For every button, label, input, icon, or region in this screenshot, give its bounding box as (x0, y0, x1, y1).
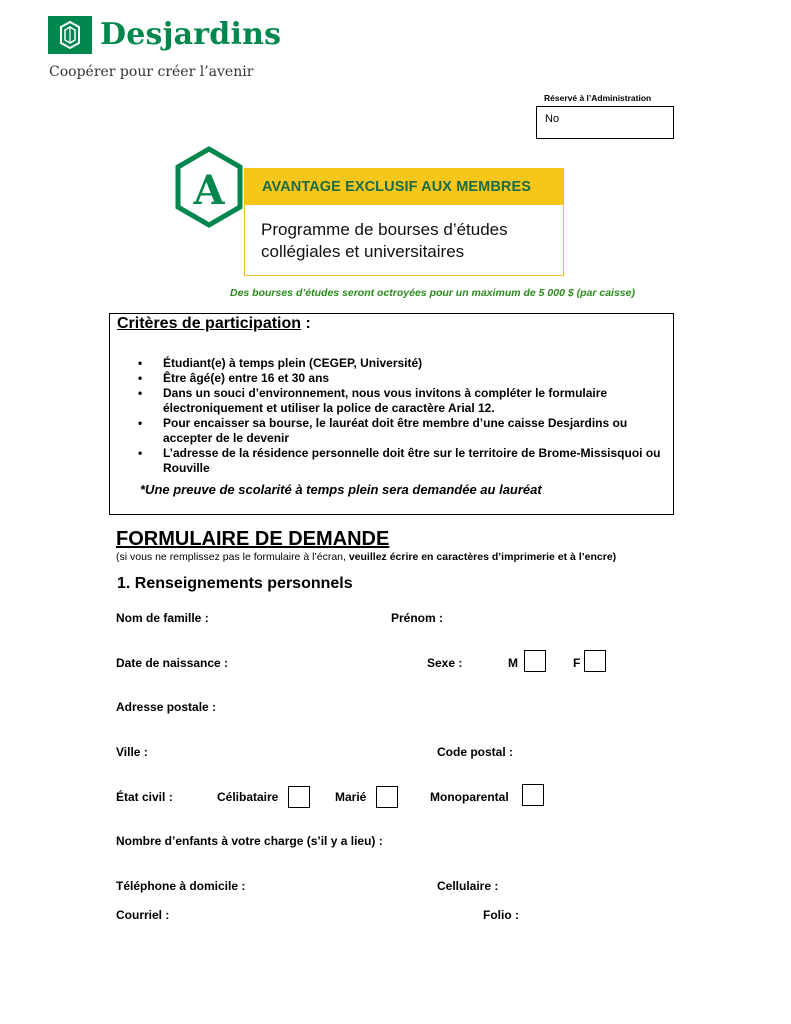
email-label: Courriel : (116, 908, 170, 922)
single-parent-checkbox[interactable] (522, 784, 544, 806)
civil-status-label: État civil : (116, 790, 173, 804)
folio-label: Folio : (483, 908, 519, 922)
brand-tagline: Coopérer pour créer l’avenir (49, 64, 254, 80)
badge-letter: A (193, 167, 225, 214)
criteria-note: *Une preuve de scolarité à temps plein sera demandée au lauréat (140, 482, 542, 497)
admin-label: Réservé à l’Administration (544, 93, 652, 103)
first-name-label: Prénom : (391, 611, 444, 625)
address-label: Adresse postale : (116, 700, 217, 714)
desjardins-hexagon-icon (48, 16, 92, 54)
banner-subtitle-line1: Programme de bourses d’études (261, 220, 508, 239)
form-title: FORMULAIRE DE DEMANDE (116, 528, 390, 550)
sex-m-label: M (508, 656, 518, 670)
criteria-title-text: Critères de participation (117, 315, 302, 332)
cell-phone-label: Cellulaire : (437, 879, 499, 893)
sex-label: Sexe : (427, 656, 463, 670)
sex-f-label: F (573, 656, 581, 670)
city-label: Ville : (116, 745, 148, 759)
admin-no-label: No (545, 113, 560, 125)
birth-date-label: Date de naissance : (116, 656, 229, 670)
criteria-title-colon: : (301, 315, 311, 332)
single-checkbox[interactable] (288, 786, 310, 808)
banner-subtitle-line2: collégiales et universitaires (261, 242, 465, 261)
criteria-item: • Dans un souci d’environnement, nous vous invitons à compléter le formulaire électroniquement et utiliser la police de caractère Arial 12. (138, 386, 668, 416)
married-checkbox[interactable] (376, 786, 398, 808)
criteria-item: • L’adresse de la résidence personnelle doit être sur le territoire de Brome-Missisquoi ou Rouville (138, 446, 668, 476)
criteria-list (138, 356, 668, 476)
form-instructions-plain: (si vous ne remplissez pas le formulaire à l’écran, (116, 551, 349, 563)
program-banner (244, 168, 564, 276)
brand-name: Desjardins (100, 17, 282, 52)
form-instructions (116, 551, 616, 563)
form-instructions-bold: veuillez écrire en caractères d’imprimerie et à l’encre) (348, 551, 617, 563)
criteria-title (117, 315, 311, 333)
banner-title: AVANTAGE EXCLUSIF AUX MEMBRES (262, 179, 532, 195)
banner-header (245, 169, 563, 205)
home-phone-label: Téléphone à domicile : (116, 879, 246, 893)
criteria-item: • Être âgé(e) entre 16 et 30 ans (138, 371, 668, 386)
single-label: Célibataire (217, 790, 279, 804)
max-amount-note: Des bourses d’études seront octroyées pour un maximum de 5 000 $ (par caisse) (230, 287, 635, 299)
criteria-item: • Étudiant(e) à temps plein (CEGEP, Université) (138, 356, 668, 371)
children-label: Nombre d’enfants à votre charge (s’il y a lieu) : (116, 834, 383, 848)
last-name-label: Nom de famille : (116, 611, 209, 625)
postal-code-label: Code postal : (437, 745, 514, 759)
criteria-item: • Pour encaisser sa bourse, le lauréat doit être membre d’une caisse Desjardins ou accepter de le devenir (138, 416, 668, 446)
married-label: Marié (335, 790, 367, 804)
section-personal-info: 1. Renseignements personnels (117, 575, 353, 592)
sex-f-checkbox[interactable] (584, 650, 606, 672)
avantage-badge-icon (174, 146, 244, 233)
sex-m-checkbox[interactable] (524, 650, 546, 672)
single-parent-label: Monoparental (430, 790, 509, 804)
banner-subtitle (261, 219, 508, 263)
